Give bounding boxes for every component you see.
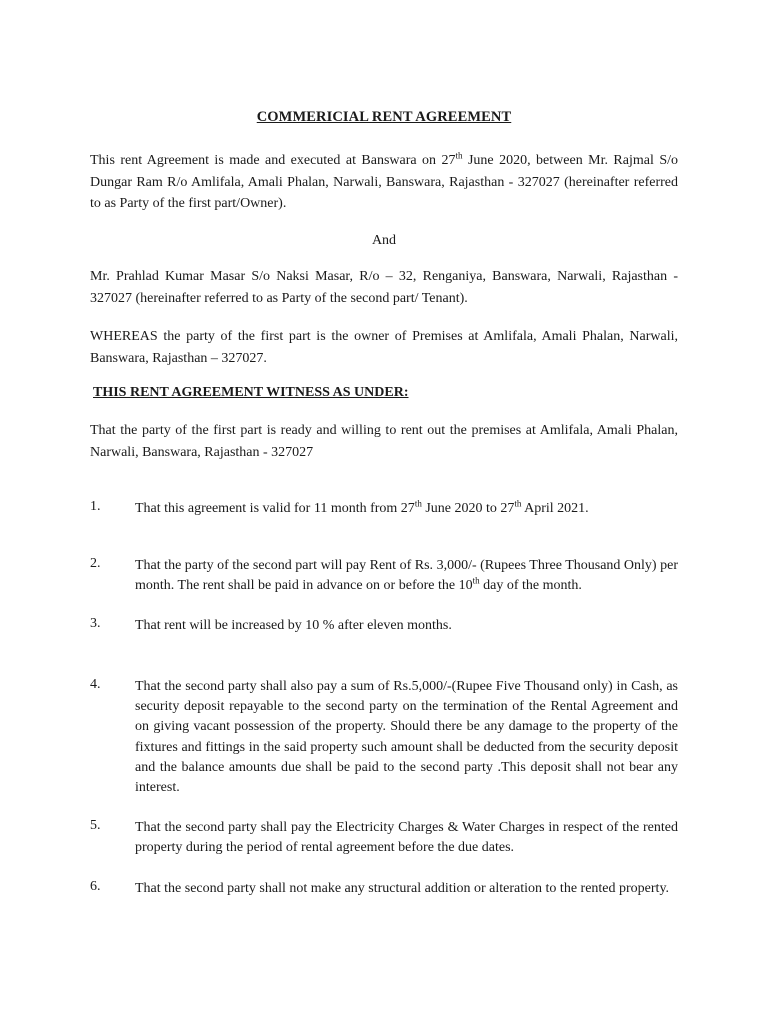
clause-number: 2. — [90, 556, 101, 571]
clause-text: That the second party shall not make any structural addition or alteration to the rented property. — [135, 881, 670, 896]
intro-text-part1: This rent Agreement is made and executed at Banswara on 27 — [90, 153, 456, 168]
witness-heading: THIS RENT AGREEMENT WITNESS AS UNDER: — [93, 385, 409, 400]
clause2-part2: day of the month. — [479, 578, 582, 594]
clause-text: That rent will be increased by 10 % after eleven months. — [135, 618, 452, 633]
clause-number: 6. — [90, 879, 101, 894]
clause-text — [135, 556, 678, 596]
document-title: COMMERICIAL RENT AGREEMENT — [256, 109, 512, 125]
intro-superscript: th — [455, 150, 463, 161]
clause2-sup1: th — [472, 575, 480, 586]
whereas-paragraph: WHEREAS the party of the first part is the owner of Premises at Amlifala, Amali Phalan, Narwali, Banswara, Rajasthan – 327027. — [90, 329, 678, 366]
clause-text: That the second party shall pay the Electricity Charges & Water Charges in respect of the rented property during the period of rental agreement before the due dates. — [135, 820, 678, 856]
clause-number: 1. — [90, 499, 101, 514]
clause1-part3: April 2021. — [521, 501, 589, 516]
clause2-part1: That the party of the second part will pay Rent of Rs. 3,000/- (Rupees Three Thousand Only) per month. The rent shall be paid in advance on or before the 10 — [135, 558, 678, 594]
clause-number: 4. — [90, 677, 101, 692]
intro-paragraph — [90, 150, 678, 215]
second-party-paragraph: Mr. Prahlad Kumar Masar S/o Naksi Masar, R/o – 32, Renganiya, Banswara, Narwali, Rajasthan - 327027 (hereinafter referred to as Party of the second part/ Tenant). — [90, 269, 678, 306]
ready-willing-paragraph: That the party of the first part is ready and willing to rent out the premises at Amlifala, Amali Phalan, Narwali, Banswara, Rajasthan - 327027 — [90, 423, 678, 460]
clause1-part2: June 2020 to 27 — [421, 501, 515, 516]
clause-text — [135, 499, 678, 519]
clause-text: That the second party shall also pay a sum of Rs.5,000/-(Rupee Five Thousand only) in Cash, as security deposit repayable to the second party on the termination of the Rental Agreement and on giving vacant possession of the property. Should there be any damage to the property of the fixtures and fittings in the said property such amount shall be deducted from the security deposit and the balance amounts due shall be paid to the second party .This deposit shall not bear any interest. — [135, 679, 678, 796]
and-separator: And — [371, 233, 397, 248]
clause1-part1: That this agreement is valid for 11 month from 27 — [135, 501, 415, 516]
clause1-sup1: th — [414, 498, 422, 509]
clause-number: 5. — [90, 818, 101, 833]
clause1-sup2: th — [514, 498, 522, 509]
clause-number: 3. — [90, 616, 101, 631]
intro-text-part2: June 2020, between Mr. Rajmal S/o Dungar Ram R/o Amlifala, Amali Phalan, Narwali, Banswara, Rajasthan - 327027 (hereinafter referred to as Party of the first part/Owner). — [90, 153, 678, 211]
